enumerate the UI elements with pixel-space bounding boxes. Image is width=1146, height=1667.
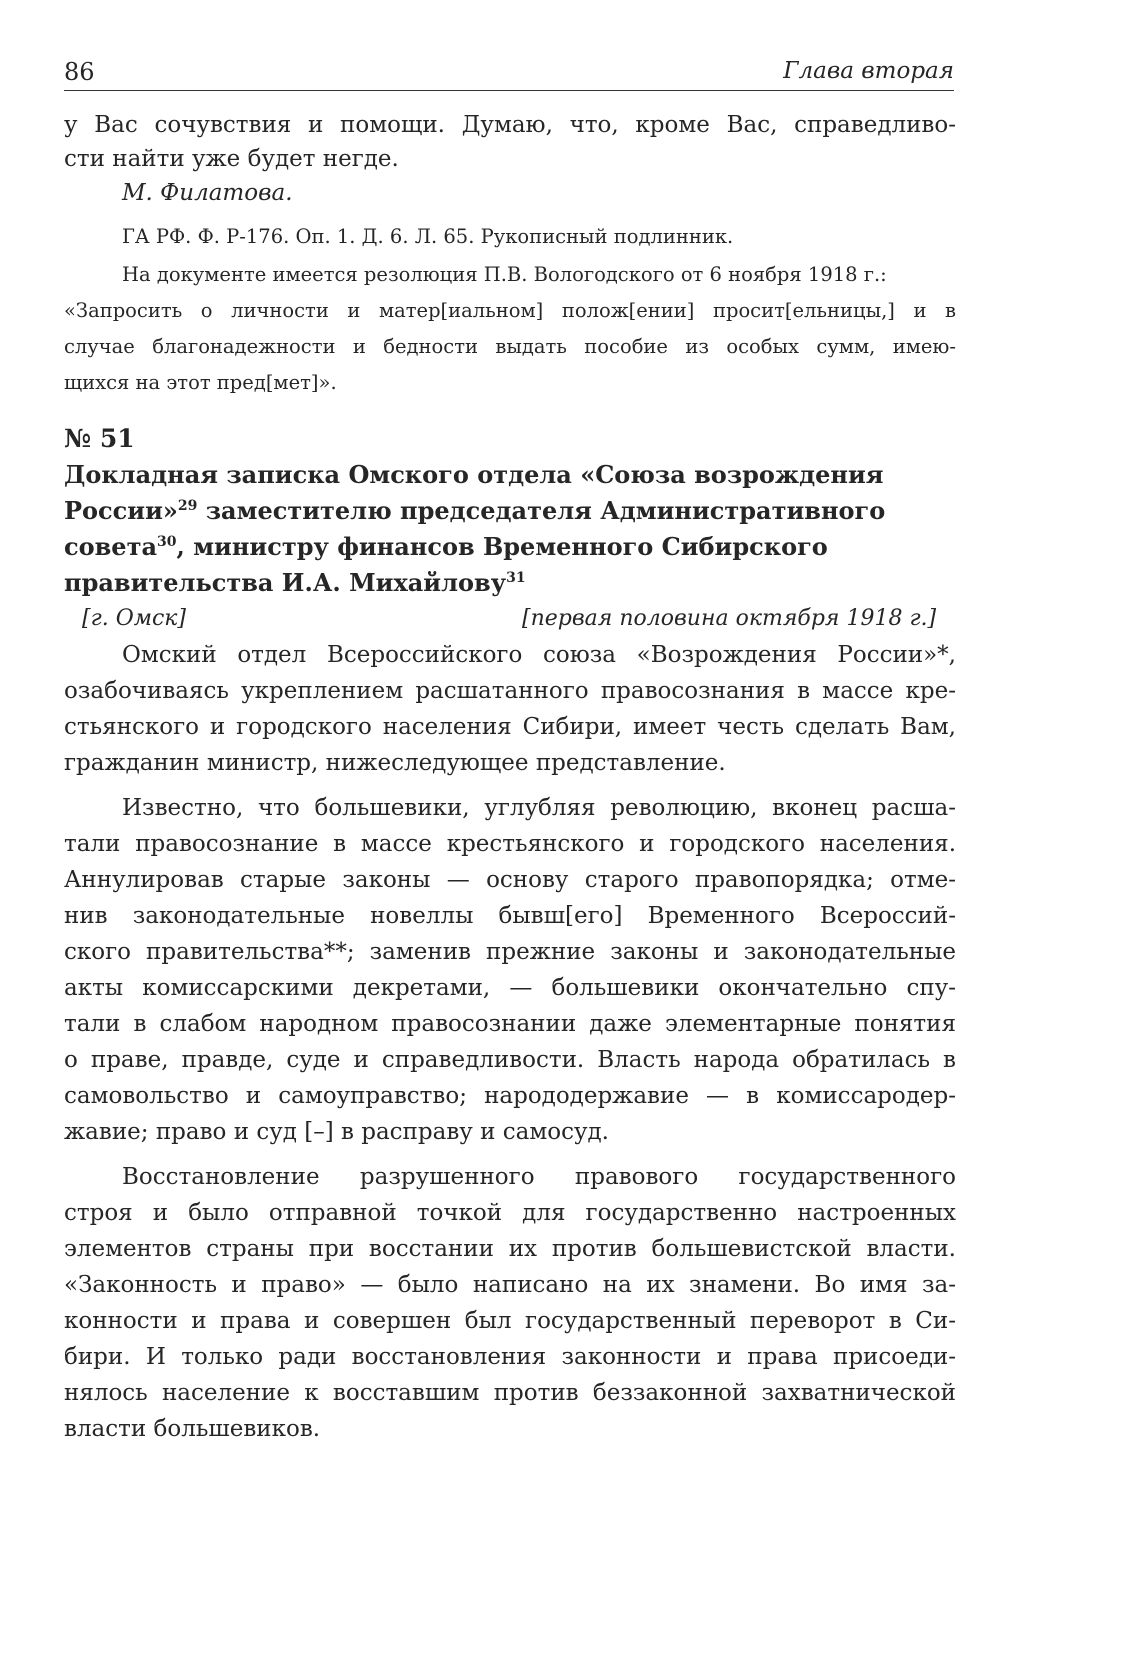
paragraph-line: гражданин министр, нижеследующее представление. (64, 750, 726, 776)
footnote-ref: 31 (506, 570, 526, 586)
paragraph-line: элементов страны при восстании их против большевистской власти. (64, 1236, 956, 1262)
letter-line: сти найти уже будет негде. (64, 146, 399, 172)
page-number: 86 (64, 58, 95, 86)
paragraph-line: власти большевиков. (64, 1416, 321, 1442)
title-text: России» (64, 496, 178, 525)
paragraph-line: жавие; право и суд [–] в расправу и самосуд. (64, 1119, 609, 1145)
page-header (64, 58, 954, 91)
paragraph-line: Известно, что большевики, углубляя революцию, вконец расша- (122, 795, 956, 821)
running-title: Глава вторая (783, 58, 954, 84)
paragraph-line: тали в слабом народном правосознании даже элементарные понятия (64, 1011, 956, 1037)
resolution-line: На документе имеется резолюция П.В. Вологодского от 6 ноября 1918 г.: (122, 263, 887, 286)
archive-reference: ГА РФ. Ф. Р-176. Оп. 1. Д. 6. Л. 65. Рукописный подлинник. (122, 225, 734, 248)
paragraph-line: о праве, правде, суде и справедливости. Власть народа обратилась в (64, 1047, 956, 1073)
paragraph-line: акты комиссарскими декретами, — большевики окончательно спу- (64, 975, 956, 1001)
paragraph-line: Аннулировав старые законы — основу старого правопорядка; отме- (64, 867, 956, 893)
document-title-line (64, 496, 885, 525)
paragraph-line: ского правительства**; заменив прежние законы и законодательные (64, 939, 956, 965)
resolution-line: случае благонадежности и бедности выдать пособие из особых сумм, имею- (64, 335, 956, 358)
title-text: Докладная записка Омского отдела «Союза возрождения (64, 460, 884, 489)
paragraph-line: озабочиваясь укреплением расшатанного правосознания в массе кре- (64, 678, 956, 704)
resolution-line: «Запросить о личности и матер[иальном] полож[ении] просит[ельницы,] и в (64, 299, 956, 322)
document-title-line (64, 460, 884, 489)
paragraph-line: бири. И только ради восстановления законности и права присоеди- (64, 1344, 956, 1370)
paragraph-line: Восстановление разрушенного правового государственного (122, 1164, 956, 1190)
document-date: [первая половина октября 1918 г.] (522, 606, 937, 631)
paragraph-line: стьянского и городского населения Сибири, имеет честь сделать Вам, (64, 714, 956, 740)
paragraph-line: нив законодательные новеллы бывш[его] Временного Всероссий- (64, 903, 956, 929)
title-text: правительства И.А. Михайлову (64, 568, 507, 597)
document-number: № 51 (64, 424, 135, 453)
document-title-line (64, 532, 828, 561)
document-title-line (64, 568, 526, 597)
paragraph-line: тали правосознание в массе крестьянского и городского населения. (64, 831, 956, 857)
letter-line: у Вас сочувствия и помощи. Думаю, что, кроме Вас, справедливо- (64, 112, 956, 138)
title-text: совета (64, 532, 157, 561)
title-text: заместителю председателя Административного (197, 496, 886, 525)
paragraph-line: нялось население к восставшим против беззаконной захватнической (64, 1380, 956, 1406)
paragraph-line: «Законность и право» — было написано на их знамени. Во имя за- (64, 1272, 956, 1298)
resolution-line: щихся на этот пред[мет]». (64, 371, 337, 394)
paragraph-line: самовольство и самоуправство; народодержавие — в комиссародер- (64, 1083, 956, 1109)
document-place: [г. Омск] (82, 606, 187, 631)
paragraph-line: строя и было отправной точкой для государственно настроенных (64, 1200, 956, 1226)
footnote-ref: 30 (157, 534, 177, 550)
paragraph-line: конности и права и совершен был государственный переворот в Си- (64, 1308, 956, 1334)
paragraph-line: Омский отдел Всероссийского союза «Возрождения России»*, (122, 642, 956, 668)
letter-signature: М. Филатова. (122, 180, 293, 206)
title-text: , министру финансов Временного Сибирского (176, 532, 828, 561)
footnote-ref: 29 (177, 498, 198, 514)
